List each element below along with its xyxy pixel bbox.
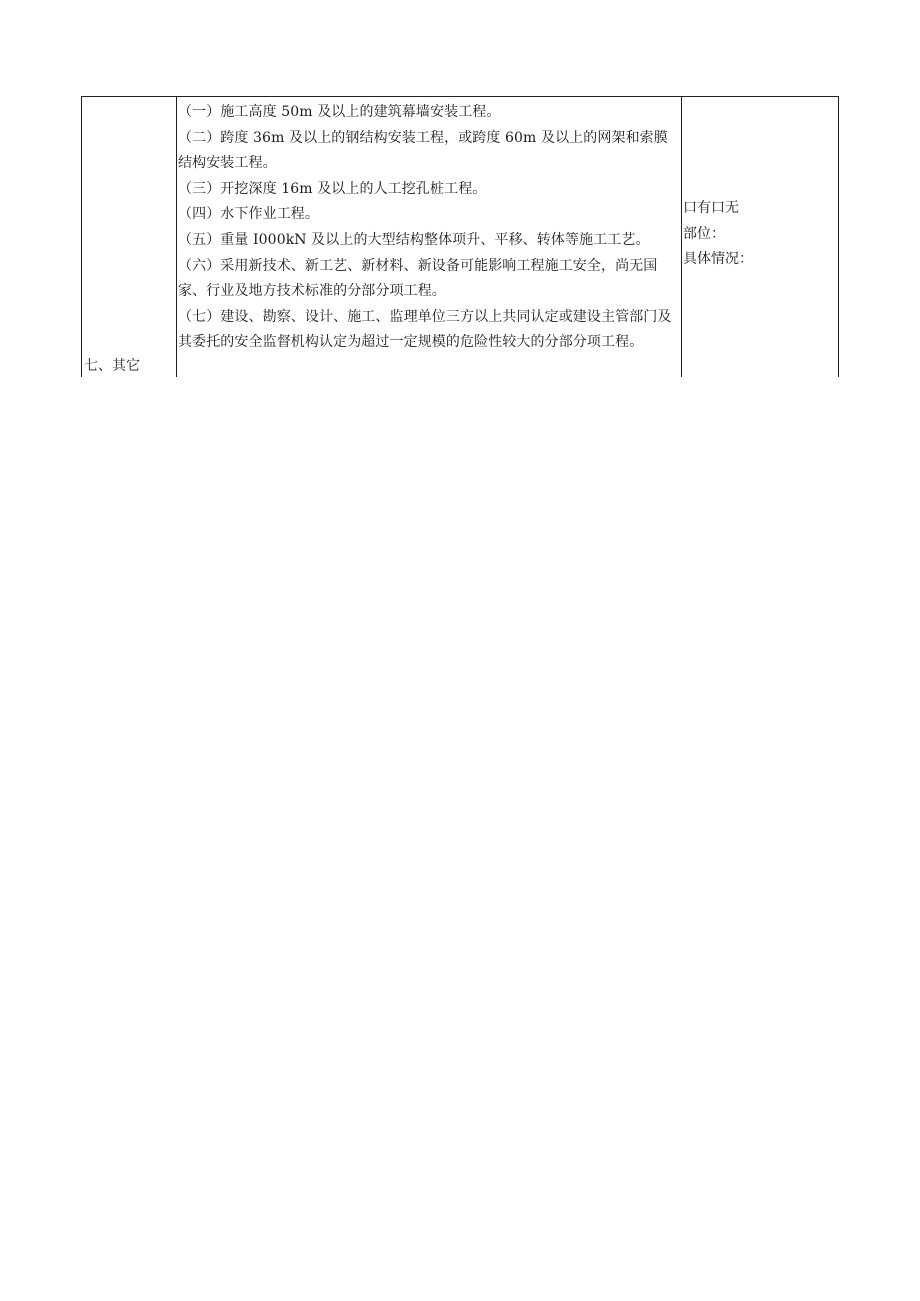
category-cell (81, 97, 177, 377)
hazard-table (81, 96, 839, 377)
item-5: （五）重量 I000kN 及以上的大型结构整体项升、平移、转体等施工工艺。 (178, 231, 650, 248)
status-block (683, 196, 753, 273)
item-7: （七）建设、勘察、设计、施工、监理单位三方以上共同认定或建设主管部门及其委托的安全监督机构认定为超过一定规模的危险性较大的分部分项工程。 (178, 308, 672, 351)
location-label: 部位： (683, 225, 725, 242)
item-4: （四）水下作业工程。 (178, 206, 319, 223)
item-1: （一）施工高度 50m 及以上的建筑幕墙安装工程。 (178, 104, 501, 120)
items-cell (176, 97, 682, 377)
yes-no-options: 口有口无 (683, 200, 739, 216)
details-label: 具体情况： (683, 251, 753, 268)
status-cell (681, 97, 839, 377)
item-6: （六）采用新技术、新工艺、新材料、新设备可能影响工程施工安全，尚无国家、行业及地方技术标准的分部分项工程。 (178, 257, 658, 300)
item-3: （三）开挖深度 16m 及以上的人工挖孔桩工程。 (178, 180, 487, 197)
item-list (178, 100, 680, 356)
category-label: 七、其它 (84, 358, 140, 374)
item-2: （二）跨度 36m 及以上的钢结构安装工程，或跨度 60m 及以上的网架和索膜结构安装工程。 (178, 129, 668, 172)
